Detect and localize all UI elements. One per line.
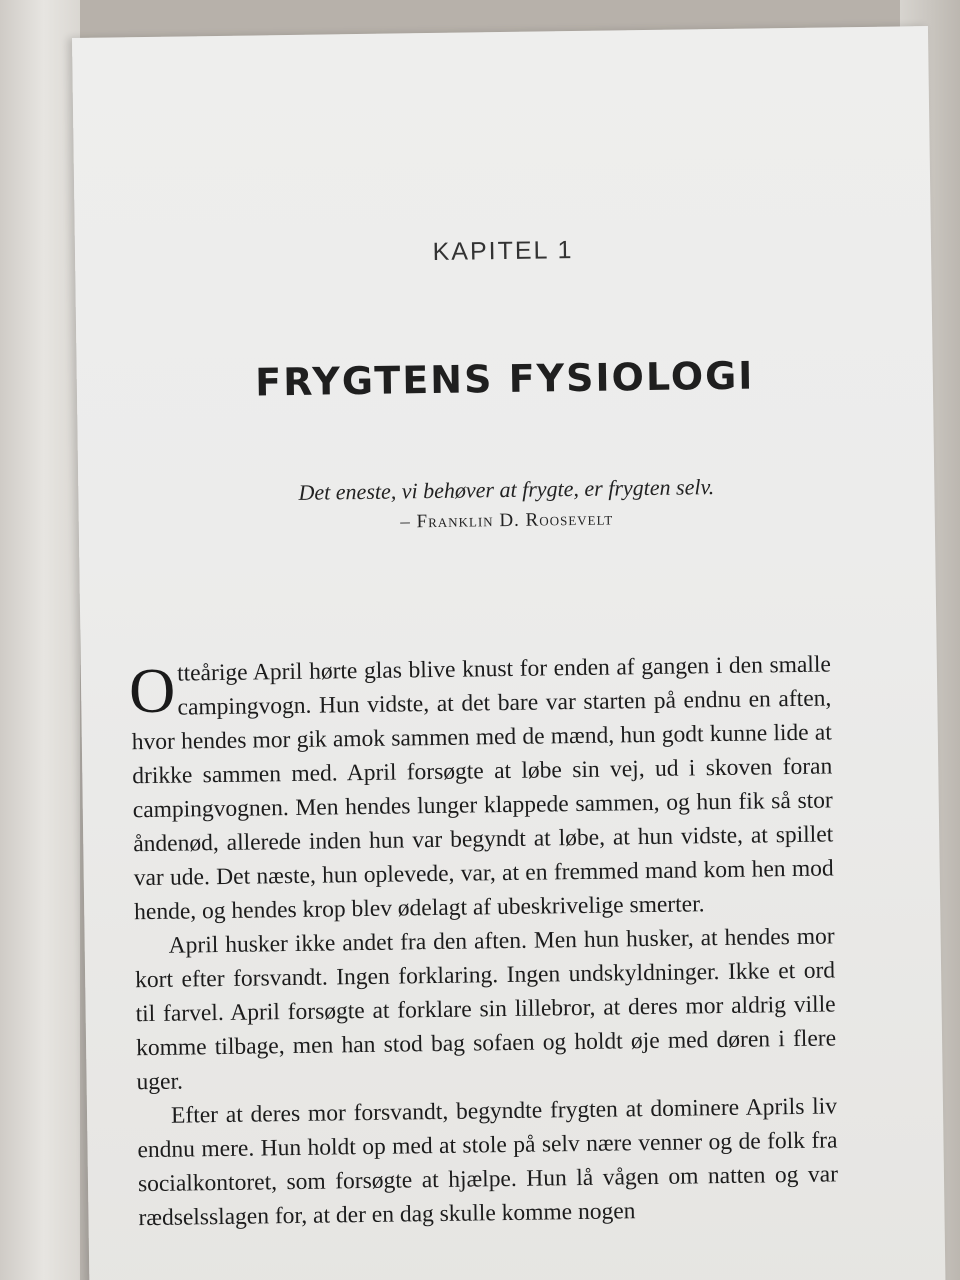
- epigraph-quote: Det eneste, vi behøver at frygte, er frygten selv.: [298, 474, 715, 505]
- paragraph-1-text: tteårige April hørte glas blive knust for enden af gangen i den smalle campingvogn. Hun vidste, at det bare var starten på endnu en aften, hvor hendes mor gik amok sammen med de mænd, hun godt kunne lide at drikke sammen med. April forsøgte at løbe sin vej, ud i skoven foran campingvognen. Men hendes lunger klappede sammen, og hun fik så stor åndenød, allerede inden hun var begyndt at løbe, at hun vidste, at spillet var ude. Det næste, hun oplevede, var, at en fremmed mand kom hen mod hende, og hendes krop blev ødelagt af ubeskrivelige smerter.: [131, 651, 834, 926]
- chapter-label: KAPITEL 1: [432, 236, 574, 266]
- previous-page-edge: [0, 0, 80, 1280]
- paragraph-2: April husker ikke andet fra den aften. Men hun husker, at hendes mor kort efter forsvandt. Ingen forklaring. Ingen undskyldninger. Ikke et ord til farvel. April forsøgte at forklare sin lillebror, at deres mor aldrig ville komme tilbage, men han stod bag sofaen og holdt øje med døren i flere uger.: [134, 923, 837, 1096]
- drop-cap: O: [128, 654, 176, 727]
- paragraph-1: [128, 647, 835, 929]
- chapter-body: [128, 647, 839, 1235]
- chapter-title: FRYGTENS FYSIOLOGI: [254, 353, 755, 405]
- paragraph-3: Efter at deres mor forsvandt, begyndte frygten at dominere Aprils liv endnu mere. Hun holdt op med at stole på selv nære venner og de folk fra socialkontoret, som forsøgte at hjælpe. Hun lå vågen om natten og var rædselsslagen for, at der en dag skulle komme nogen: [137, 1093, 839, 1232]
- book-page: [72, 26, 946, 1280]
- epigraph-attribution: – Franklin D. Roosevelt: [400, 508, 614, 533]
